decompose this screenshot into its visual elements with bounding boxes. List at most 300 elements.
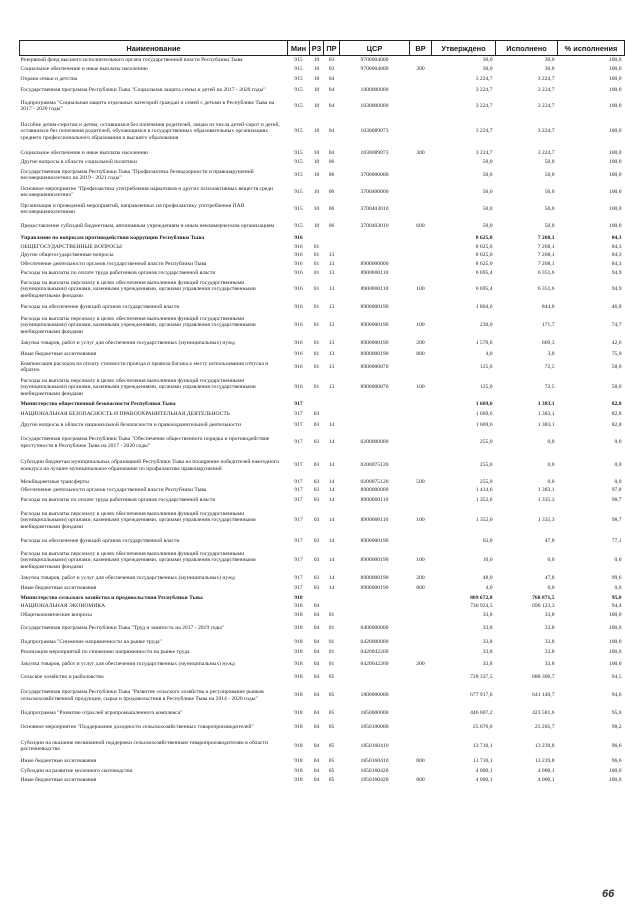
row-executed: 47,8 xyxy=(544,538,555,545)
row-executed: 0,0 xyxy=(547,478,555,485)
row-percent: 0,0 xyxy=(614,557,622,564)
row-rz: 01 xyxy=(313,363,320,370)
row-rz: 03 xyxy=(313,575,320,582)
row-name: Расходы на выплаты персоналу в целях обеспечения выполнения функций государственными (муниципальными) органами, казенными учреждениями, органами управления государственными внебюджетными фондами xyxy=(20,550,256,570)
row-executed: 3 224,7 xyxy=(537,75,555,82)
row-name: Подпрограмма "Развитие отраслей агропромышленного комплекса" xyxy=(20,710,183,717)
header-executed: Исполнено xyxy=(496,41,558,56)
row-pr: 05 xyxy=(328,710,335,717)
row-pr xyxy=(324,594,340,603)
row-min: 917 xyxy=(294,422,303,429)
row-executed: 0,0 xyxy=(547,557,555,564)
table-row xyxy=(20,410,625,420)
row-rz: 10 xyxy=(313,222,320,229)
row-percent: 0,0 xyxy=(614,439,622,446)
table-row xyxy=(20,603,625,611)
row-rz: 03 xyxy=(313,557,320,564)
table-header-row xyxy=(20,41,625,56)
header-percent: % исполнения xyxy=(558,41,625,56)
row-pr: 14 xyxy=(328,478,335,485)
row-executed: 3 224,7 xyxy=(537,128,555,135)
row-vr xyxy=(410,260,432,269)
row-csr: 1850100000 xyxy=(360,724,389,731)
row-name: Государственная программа Республики Тыва "Развитие сельского хозяйства и регулирование рынков сельскохозяйственной продукции, сырья и продовольствия в Республике Тыва на 2014 - 2020 годы" xyxy=(20,689,264,702)
table-row xyxy=(20,584,625,594)
table-row xyxy=(20,548,625,574)
row-name: Предоставление субсидий бюджетным, автономным учреждениям и иным некоммерческим организациям xyxy=(20,222,275,229)
row-approved: 728 337,5 xyxy=(470,673,493,680)
row-name: Сельское хозяйство и рыболовство xyxy=(20,673,104,680)
row-vr: 500 xyxy=(416,478,425,485)
row-csr xyxy=(340,252,410,260)
row-rz: 10 xyxy=(313,57,320,64)
row-pr: 04 xyxy=(328,128,335,135)
row-csr: 1030089073 xyxy=(360,128,389,135)
row-csr: 8900000190 xyxy=(360,585,389,592)
table-row xyxy=(20,574,625,584)
row-csr xyxy=(340,420,410,432)
row-approved: 33,8 xyxy=(482,625,493,632)
row-name: Другие общегосударственные вопросы xyxy=(20,252,114,259)
table-row xyxy=(20,719,625,737)
row-executed: 3 224,7 xyxy=(537,149,555,156)
row-vr: 100 xyxy=(416,286,425,293)
row-executed: 30,0 xyxy=(544,66,555,73)
page-number: 66 xyxy=(602,888,615,900)
row-executed: 72,5 xyxy=(544,363,555,370)
row-executed: 7 268,1 xyxy=(537,235,555,242)
row-rz: 01 xyxy=(313,304,320,311)
row-approved: 13 710,1 xyxy=(472,742,493,749)
row-vr xyxy=(410,302,432,314)
row-executed: 72,5 xyxy=(544,384,555,391)
table-row xyxy=(20,776,625,785)
row-csr xyxy=(340,603,410,611)
row-vr xyxy=(410,56,432,65)
row-executed: 1 383,1 xyxy=(537,487,555,494)
header-csr: ЦСР xyxy=(340,41,410,56)
row-csr xyxy=(340,594,410,603)
row-rz: 10 xyxy=(313,128,320,135)
row-min: 916 xyxy=(294,340,303,347)
row-pr: 01 xyxy=(328,625,335,632)
row-vr xyxy=(410,243,432,252)
table-row xyxy=(20,611,625,621)
row-executed: 1 335,3 xyxy=(537,517,555,524)
row-pr: 14 xyxy=(328,585,335,592)
row-approved: 809 672,8 xyxy=(470,594,493,601)
row-min: 916 xyxy=(294,384,303,391)
row-pr: 04 xyxy=(328,149,335,156)
row-approved: 48,0 xyxy=(482,575,493,582)
row-percent: 98,2 xyxy=(611,724,622,731)
row-pr: 13 xyxy=(328,340,335,347)
table-row xyxy=(20,478,625,487)
row-csr: 1000000000 xyxy=(360,87,389,94)
row-executed: 50,0 xyxy=(544,158,555,165)
row-executed: 768 871,5 xyxy=(532,594,555,601)
row-executed: 1 383,1 xyxy=(537,411,555,418)
row-name: Управление по вопросам противодействия коррупции Республики Тыва xyxy=(20,235,205,242)
row-approved: 1 804,6 xyxy=(475,304,493,311)
row-percent: 100,0 xyxy=(608,75,622,82)
row-name: Государственная программа Республики Тыва "Профилактика безнадзорности и правонарушений несовершеннолетних на 2019 - 2021 годы" xyxy=(20,168,254,181)
row-name: Расходы на выплаты по оплате труда работников органов государственной власти xyxy=(20,269,216,276)
row-name: Другие вопросы в области социальной политики xyxy=(20,158,137,165)
row-pr: 13 xyxy=(328,252,335,259)
row-vr xyxy=(410,621,432,637)
row-executed: 33,8 xyxy=(544,625,555,632)
row-executed: 4 000,1 xyxy=(537,767,555,774)
row-vr xyxy=(410,767,432,776)
row-percent: 82,8 xyxy=(611,401,622,408)
row-approved: 125,0 xyxy=(479,363,493,370)
row-csr: 0400000000 xyxy=(360,625,389,632)
row-min: 917 xyxy=(294,557,303,564)
row-approved: 33,8 xyxy=(482,638,493,645)
row-csr xyxy=(340,672,410,683)
table-row xyxy=(20,65,625,75)
row-min: 918 xyxy=(294,692,303,699)
row-percent: 100,0 xyxy=(608,57,622,64)
row-rz: 04 xyxy=(313,673,320,680)
budget-execution-table xyxy=(19,40,625,785)
row-executed: 423 581,6 xyxy=(532,710,555,717)
row-rz: 01 xyxy=(313,260,320,267)
row-executed: 30,0 xyxy=(544,57,555,64)
row-name: Иные бюджетные ассигнования xyxy=(20,350,97,357)
table-row xyxy=(20,672,625,683)
row-name: Обеспечение деятельности органов государственной власти Республики Тыва xyxy=(20,487,207,494)
table-row xyxy=(20,506,625,536)
row-vr xyxy=(410,648,432,657)
row-vr xyxy=(410,235,432,243)
table-row xyxy=(20,637,625,648)
row-vr xyxy=(410,432,432,454)
row-name: Иные бюджетные ассигнования xyxy=(20,757,97,764)
row-executed: 33,8 xyxy=(544,638,555,645)
row-percent: 100,0 xyxy=(608,149,622,156)
row-approved: 33,8 xyxy=(482,612,493,619)
row-csr xyxy=(340,611,410,621)
row-vr xyxy=(410,611,432,621)
row-pr: 04 xyxy=(328,87,335,94)
row-pr: 01 xyxy=(328,638,335,645)
row-csr: 8900000000 xyxy=(360,487,389,494)
row-min: 916 xyxy=(294,260,303,267)
row-percent: 94,5 xyxy=(611,673,622,680)
row-csr xyxy=(340,158,410,167)
row-name: Закупка товаров, работ и услуг для обеспечения государственных (муниципальных) нужд xyxy=(20,575,235,582)
row-pr: 04 xyxy=(328,102,335,109)
table-row xyxy=(20,621,625,637)
row-name: Основное мероприятие "Поддержание доходности сельскохозяйственных товаропроизводителей" xyxy=(20,724,254,731)
row-name: Пособие детям-сиротам и детям, оставшимся без попечения родителей, лицам из числа детей-сирот и детей, оставшихся без попечения родителей, обучающимся в государственных образовательных организациях среднего профессионального образования и высшего образования xyxy=(20,121,280,141)
row-vr: 200 xyxy=(416,660,425,667)
row-pr: 13 xyxy=(328,260,335,267)
row-executed: 50,0 xyxy=(544,171,555,178)
table-row xyxy=(20,269,625,278)
table-row xyxy=(20,756,625,767)
row-name: ОБЩЕГОСУДАРСТВЕННЫЕ ВОПРОСЫ xyxy=(20,243,122,250)
row-executed: 50,0 xyxy=(544,222,555,229)
row-vr xyxy=(410,719,432,737)
row-min: 918 xyxy=(294,776,303,783)
row-percent: 100,0 xyxy=(608,776,622,783)
row-rz: 03 xyxy=(313,439,320,446)
row-approved: 30,0 xyxy=(482,66,493,73)
table-row xyxy=(20,683,625,709)
row-min: 917 xyxy=(294,538,303,545)
row-name: Социальное обеспечение и иные выплаты населению xyxy=(20,66,148,73)
row-min: 916 xyxy=(294,350,303,357)
row-min: 917 xyxy=(294,401,303,408)
row-pr: 03 xyxy=(328,57,335,64)
table-row xyxy=(20,243,625,252)
row-approved: 3 224,7 xyxy=(475,75,493,82)
row-pr: 05 xyxy=(328,724,335,731)
row-approved: 13 710,1 xyxy=(472,757,493,764)
row-rz: 04 xyxy=(313,648,320,655)
header-vr: ВР xyxy=(410,41,432,56)
row-name: Основное мероприятие "Профилактика употребления наркотиков и других психоактивных веществ среди несовершеннолетних" xyxy=(20,185,274,198)
row-name: Организация и проведений мероприятий, направленных на профилактику употребления ПАВ несовершеннолетними xyxy=(20,202,245,215)
row-csr: 0200075120 xyxy=(360,478,389,485)
row-rz: 04 xyxy=(313,724,320,731)
row-name: Министерство общественной безопасности Республики Тыва xyxy=(20,401,176,408)
row-vr xyxy=(410,84,432,98)
row-percent: 42,6 xyxy=(611,340,622,347)
row-executed: 844,0 xyxy=(541,304,555,311)
row-rz: 04 xyxy=(313,692,320,699)
row-percent: 84,3 xyxy=(611,243,622,250)
row-vr xyxy=(410,400,432,410)
row-percent: 100,0 xyxy=(608,102,622,109)
row-pr: 14 xyxy=(328,575,335,582)
table-row xyxy=(20,400,625,410)
row-csr: 3700403010 xyxy=(360,205,389,212)
table-row xyxy=(20,201,625,218)
row-vr: 800 xyxy=(416,350,425,357)
row-pr: 01 xyxy=(328,660,335,667)
row-rz: 03 xyxy=(313,585,320,592)
row-approved: 50,0 xyxy=(482,171,493,178)
row-vr xyxy=(410,269,432,278)
row-executed: 33,8 xyxy=(544,660,555,667)
row-percent: 100,0 xyxy=(608,612,622,619)
row-approved: 10,0 xyxy=(482,557,493,564)
row-pr: 06 xyxy=(328,222,335,229)
row-name: Государственная программа Республики Тыва "Обеспечение общественного порядка и противодействие преступности в Республике Тыва на 2017 - 2020 годы" xyxy=(20,436,270,449)
row-executed: 50,0 xyxy=(544,205,555,212)
row-vr xyxy=(410,410,432,420)
row-percent: 100,0 xyxy=(608,660,622,667)
row-vr xyxy=(410,487,432,495)
row-pr: 13 xyxy=(328,363,335,370)
table-row xyxy=(20,338,625,350)
row-rz: 01 xyxy=(313,322,320,329)
row-csr: 0200000000 xyxy=(360,439,389,446)
row-executed: 688 306,7 xyxy=(532,673,555,680)
row-executed: 171,7 xyxy=(541,322,555,329)
table-row xyxy=(20,149,625,158)
row-pr: 13 xyxy=(328,322,335,329)
row-approved: 33,8 xyxy=(482,648,493,655)
row-percent: 0,0 xyxy=(614,585,622,592)
row-executed: 7 268,1 xyxy=(537,260,555,267)
row-rz: 04 xyxy=(313,625,320,632)
row-csr: 8900000110 xyxy=(360,496,389,503)
row-min: 915 xyxy=(294,102,303,109)
row-rz: 01 xyxy=(313,340,320,347)
row-min: 915 xyxy=(294,222,303,229)
row-min: 918 xyxy=(294,757,303,764)
row-rz: 04 xyxy=(313,638,320,645)
row-vr: 800 xyxy=(416,776,425,783)
row-rz: 10 xyxy=(313,171,320,178)
row-rz: 10 xyxy=(313,149,320,156)
row-min: 917 xyxy=(294,517,303,524)
row-name: НАЦИОНАЛЬНАЯ БЕЗОПАСНОСТЬ И ПРАВООХРАНИТЕЛЬНАЯ ДЕЯТЕЛЬНОСТЬ xyxy=(20,411,231,418)
row-approved: 6 695,4 xyxy=(475,286,493,293)
row-vr xyxy=(410,359,432,376)
row-percent: 84,3 xyxy=(611,235,622,242)
row-pr: 14 xyxy=(328,422,335,429)
row-percent: 100,0 xyxy=(608,222,622,229)
row-rz: 03 xyxy=(313,517,320,524)
row-pr: 14 xyxy=(328,462,335,469)
row-pr: 14 xyxy=(328,439,335,446)
row-approved: 33,8 xyxy=(482,660,493,667)
row-rz: 03 xyxy=(313,487,320,494)
table-row xyxy=(20,184,625,201)
row-vr: 200 xyxy=(416,340,425,347)
table-row xyxy=(20,737,625,756)
table-row xyxy=(20,495,625,506)
row-name: Субсидии на оказание несвязанной поддержки сельскохозяйственным товаропроизводителям в области растениеводства xyxy=(20,739,268,752)
row-vr xyxy=(410,454,432,478)
row-percent: 82,8 xyxy=(611,411,622,418)
row-name: Обеспечение деятельности органов государственной власти Республики Тыва xyxy=(20,260,207,267)
row-min: 916 xyxy=(294,243,303,250)
row-csr: 9700004000 xyxy=(360,57,389,64)
row-rz: 04 xyxy=(313,612,320,619)
row-csr: 8900000110 xyxy=(360,269,389,276)
row-rz: 10 xyxy=(313,188,320,195)
header-pr: ПР xyxy=(324,41,340,56)
row-min: 918 xyxy=(294,625,303,632)
row-percent: 58,0 xyxy=(611,384,622,391)
row-name: Государственная программа Республики Тыва "Социальная защита семьи и детей на 2017 - 2020 годы" xyxy=(20,87,266,94)
row-executed: 3 224,7 xyxy=(537,87,555,94)
row-pr: 14 xyxy=(328,517,335,524)
row-name: Расходы на выплаты персоналу в целях обеспечения выполнения функций государственными (муниципальными) органами, казенными учреждениями, органами управления государственными внебюджетными фондами xyxy=(20,279,256,299)
row-executed: 6 351,6 xyxy=(537,269,555,276)
row-vr: 300 xyxy=(416,66,425,73)
row-min: 917 xyxy=(294,411,303,418)
row-name: Социальное обеспечение и иные выплаты населению xyxy=(20,149,148,156)
row-min: 918 xyxy=(294,767,303,774)
table-row xyxy=(20,115,625,149)
row-vr xyxy=(410,637,432,648)
row-vr xyxy=(410,737,432,756)
row-approved: 3 224,7 xyxy=(475,149,493,156)
row-csr: 0200075120 xyxy=(360,462,389,469)
row-percent: 95,0 xyxy=(611,710,622,717)
row-executed: 6 351,6 xyxy=(537,286,555,293)
row-executed: 33,8 xyxy=(544,612,555,619)
row-percent: 0,0 xyxy=(614,478,622,485)
row-name: Государственная программа Республики Тыва "Труд и занятость на 2017 - 2019 годы" xyxy=(20,625,225,632)
row-min: 915 xyxy=(294,87,303,94)
row-name: Расходы на выплаты по оплате труда работников органов государственной власти xyxy=(20,496,216,503)
table-row xyxy=(20,657,625,672)
row-min: 917 xyxy=(294,496,303,503)
row-pr: 06 xyxy=(328,158,335,165)
row-vr xyxy=(410,158,432,167)
row-approved: 677 917,6 xyxy=(470,692,493,699)
row-vr: 800 xyxy=(416,757,425,764)
row-pr: 01 xyxy=(328,612,335,619)
row-min: 918 xyxy=(294,724,303,731)
table-row xyxy=(20,487,625,495)
row-approved: 1 669,6 xyxy=(475,411,493,418)
row-approved: 1 352,6 xyxy=(475,496,493,503)
row-approved: 4 000,1 xyxy=(475,776,493,783)
row-pr: 05 xyxy=(328,673,335,680)
row-csr xyxy=(340,400,410,410)
row-vr: 800 xyxy=(416,585,425,592)
row-rz: 01 xyxy=(313,252,320,259)
row-percent: 94,4 xyxy=(611,603,622,610)
row-approved: 50,0 xyxy=(482,188,493,195)
row-name: Подпрограмма "Снижение напряженности на рынке труда" xyxy=(20,638,162,645)
row-percent: 100,0 xyxy=(608,188,622,195)
row-rz: 10 xyxy=(313,205,320,212)
row-pr xyxy=(324,603,340,611)
row-rz: 03 xyxy=(313,422,320,429)
row-vr xyxy=(410,594,432,603)
row-approved: 6 695,4 xyxy=(475,269,493,276)
row-min: 918 xyxy=(294,673,303,680)
row-name: Реализация мероприятий по снижению напряженности на рынке труда xyxy=(20,648,190,655)
row-rz: 04 xyxy=(313,767,320,774)
row-percent: 98,7 xyxy=(611,517,622,524)
row-csr: 8900000190 xyxy=(360,322,389,329)
row-pr: 06 xyxy=(328,205,335,212)
row-percent: 75,0 xyxy=(611,350,622,357)
row-executed: 47,8 xyxy=(544,575,555,582)
row-pr: 13 xyxy=(328,269,335,276)
row-vr: 200 xyxy=(416,575,425,582)
row-rz xyxy=(310,594,324,603)
row-approved: 3 224,7 xyxy=(475,87,493,94)
row-min: 918 xyxy=(294,648,303,655)
row-approved: 1 669,6 xyxy=(475,422,493,429)
row-csr: 8900000110 xyxy=(360,286,389,293)
row-pr: 05 xyxy=(328,692,335,699)
table-row xyxy=(20,235,625,243)
table-row xyxy=(20,420,625,432)
row-name: Иные бюджетные ассигнования xyxy=(20,585,97,592)
row-approved: 1 669,6 xyxy=(475,401,493,408)
row-vr: 300 xyxy=(416,149,425,156)
row-pr: 14 xyxy=(328,538,335,545)
row-csr: 8900000000 xyxy=(360,260,389,267)
table-row xyxy=(20,252,625,260)
row-rz: 01 xyxy=(313,269,320,276)
row-min: 918 xyxy=(294,638,303,645)
